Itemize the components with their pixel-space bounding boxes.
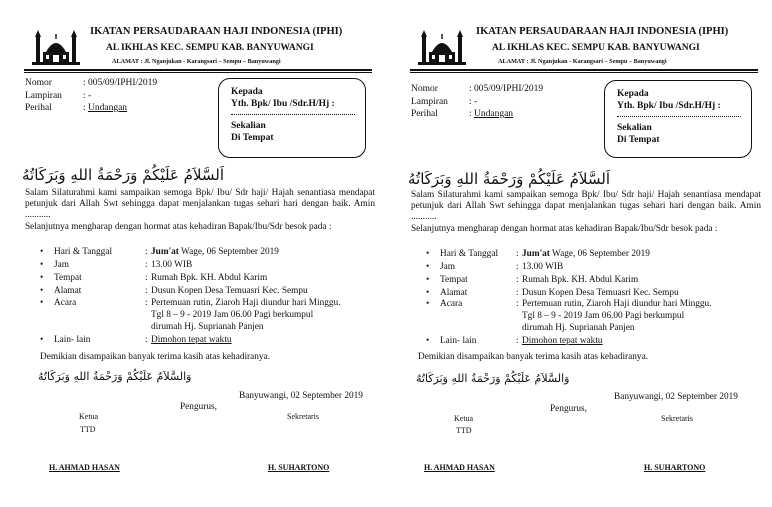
salam-closing: وَالسَّلاَمُ عَلَيْكُمْ وَرَحْمَةُ اللهِ وَبَرَكَاتُهُ	[416, 372, 570, 385]
pengurus-label: Pengurus,	[550, 404, 587, 414]
detail-colon: :	[145, 335, 148, 345]
bullet-dot: •	[40, 247, 44, 257]
header-rule-thick	[24, 69, 372, 71]
ttd-label: TTD	[80, 425, 96, 434]
meta-value-perihal: Undangan	[88, 103, 128, 113]
detail-colon: :	[516, 336, 519, 346]
detail-colon: :	[145, 286, 148, 296]
bullet-dot: •	[40, 286, 44, 296]
request-paragraph: Selanjutnya mengharap dengan hormat atas kehadiran Bapak/Ibu/Sdr besok pada :	[411, 224, 718, 234]
meta-label-nomor: Nomor	[25, 78, 52, 88]
recipient-sekalian: Sekalian	[231, 121, 266, 131]
salam-closing: وَالسَّلاَمُ عَلَيْكُمْ وَرَحْمَةُ اللهِ وَبَرَكَاتُهُ	[38, 370, 192, 383]
ketua-label: Ketua	[454, 414, 474, 423]
meta-label-lampiran: Lampiran	[411, 97, 448, 107]
bullet-dot: •	[426, 336, 430, 346]
detail-value-tempat: Rumah Bpk. KH. Abdul Karim	[151, 273, 268, 283]
detail-label-hari: Hari & Tanggal	[440, 249, 499, 259]
detail-value-hari-text: Wage, 06 September 2019	[549, 249, 650, 259]
recipient-di-tempat: Di Tempat	[231, 133, 274, 143]
detail-value-tempat: Rumah Bpk. KH. Abdul Karim	[522, 275, 639, 285]
meta-colon-perihal: :	[83, 103, 86, 113]
detail-value-jam: 13.00 WIB	[522, 262, 564, 272]
detail-acara-line2: Tgl 8 – 9 - 2019 Jam 06.00 Pagi berkumpul	[151, 310, 314, 320]
detail-acara-line3: dirumah Hj. Suprianah Panjen	[522, 323, 635, 333]
mosque-logo-icon	[418, 28, 466, 68]
detail-value-hari	[522, 249, 650, 259]
detail-colon: :	[516, 275, 519, 285]
signatory-ketua-name: H. AHMAD HASAN	[49, 463, 120, 472]
closing-text: Demikian disampaikan banyak terima kasih atas kehadiranya.	[40, 352, 271, 362]
branch-name: AL IKHLAS KEC. SEMPU KAB. BANYUWANGI	[492, 43, 700, 53]
meta-colon-perihal: :	[469, 109, 472, 119]
detail-value-alamat: Dusun Kopen Desa Temuasri Kec. Sempu	[522, 288, 679, 298]
recipient-yth: Yth. Bpk/ Ibu /Sdr.H/Hj :	[231, 99, 335, 109]
org-address: ALAMAT : Jl. Nganjukan - Karangsari – Sempu – Banyuwangi	[112, 58, 281, 65]
detail-label-jam: Jam	[440, 262, 455, 272]
detail-acara-line2: Tgl 8 – 9 - 2019 Jam 06.00 Pagi berkumpul	[522, 311, 685, 321]
detail-colon: :	[145, 260, 148, 270]
detail-label-lain: Lain- lain	[440, 336, 477, 346]
signatory-ketua-name: H. AHMAD HASAN	[424, 463, 495, 472]
detail-colon: :	[516, 249, 519, 259]
signatory-sekretaris-name: H. SUHARTONO	[268, 463, 330, 472]
recipient-kepada: Kepada	[231, 87, 263, 97]
detail-colon: :	[145, 273, 148, 283]
detail-value-hari-bold: Jum'at	[522, 249, 550, 259]
ttd-label: TTD	[456, 426, 472, 435]
greeting-paragraph: Salam Silaturahmi kami sampaikan semoga Bpk/ Ibu/ Sdr haji/ Hajah senantiasa mendapat petunjuk dari Allah Swt sehingga dapat menjalankan tugas sehari hari dengan baik. Amin ...........	[411, 190, 761, 222]
detail-label-alamat: Alamat	[440, 288, 468, 298]
detail-colon: :	[145, 247, 148, 257]
bullet-dot: •	[426, 249, 430, 259]
detail-value-lain: Dimohon tepat waktu	[522, 336, 603, 346]
org-address: ALAMAT : Jl. Nganjukan - Karangsari – Sempu – Banyuwangi	[498, 58, 667, 65]
salam-opening: اَلسَّلاَمُ عَلَيْكُمْ وَرَحْمَةُ اللهِ وَبَرَكَاتُهُ	[22, 166, 224, 184]
branch-name: AL IKHLAS KEC. SEMPU KAB. BANYUWANGI	[106, 43, 314, 53]
detail-colon: :	[516, 288, 519, 298]
meta-value-nomor: : 005/09/IPHI/2019	[469, 84, 544, 94]
detail-label-tempat: Tempat	[54, 273, 82, 283]
greeting-paragraph: Salam Silaturahmi kami sampaikan semoga Bpk/ Ibu/ Sdr haji/ Hajah senantiasa mendapat petunjuk dari Allah Swt sehingga dapat menjalankan tugas sehari hari dengan baik. Amin ...........	[25, 188, 375, 220]
signatory-sekretaris-name: H. SUHARTONO	[644, 463, 706, 472]
bullet-dot: •	[40, 260, 44, 270]
recipient-box	[218, 78, 366, 158]
meta-value-lampiran: : -	[469, 97, 478, 107]
meta-label-nomor: Nomor	[411, 84, 438, 94]
detail-value-hari-text: Wage, 06 September 2019	[178, 247, 279, 257]
detail-colon: :	[145, 298, 148, 308]
request-paragraph: Selanjutnya mengharap dengan hormat atas kehadiran Bapak/Ibu/Sdr besok pada :	[25, 222, 332, 232]
recipient-kepada: Kepada	[617, 89, 649, 99]
header-rule-thick	[410, 69, 758, 71]
closing-text: Demikian disampaikan banyak terima kasih atas kehadiranya.	[418, 352, 649, 362]
detail-value-acara: Pertemuan rutin, Ziaroh Haji diundur hari Minggu.	[522, 299, 712, 309]
bullet-dot: •	[40, 273, 44, 283]
recipient-dotted-line	[617, 116, 741, 117]
detail-value-jam: 13.00 WIB	[151, 260, 193, 270]
detail-value-hari	[151, 247, 279, 257]
header-rule-thin	[410, 72, 758, 73]
detail-value-acara: Pertemuan rutin, Ziaroh Haji diundur hari Minggu.	[151, 298, 341, 308]
detail-value-hari-bold: Jum'at	[151, 247, 179, 257]
place-date: Banyuwangi, 02 September 2019	[239, 391, 363, 401]
sekretaris-label: Sekretaris	[661, 414, 693, 423]
place-date: Banyuwangi, 02 September 2019	[614, 392, 738, 402]
detail-value-alamat: Dusun Kopen Desa Temuasri Kec. Sempu	[151, 286, 308, 296]
meta-label-perihal: Perihal	[411, 109, 438, 119]
bullet-dot: •	[426, 288, 430, 298]
meta-value-lampiran: : -	[83, 91, 92, 101]
detail-colon: :	[516, 262, 519, 272]
sekretaris-label: Sekretaris	[287, 412, 319, 421]
mosque-logo-icon	[32, 28, 80, 68]
detail-label-acara: Acara	[440, 299, 463, 309]
detail-label-alamat: Alamat	[54, 286, 82, 296]
org-name: IKATAN PERSAUDARAAN HAJI INDONESIA (IPHI)	[90, 26, 343, 37]
recipient-di-tempat: Di Tempat	[617, 135, 660, 145]
org-name: IKATAN PERSAUDARAAN HAJI INDONESIA (IPHI)	[476, 26, 729, 37]
recipient-dotted-line	[231, 114, 355, 115]
bullet-dot: •	[40, 298, 44, 308]
recipient-yth: Yth. Bpk/ Ibu /Sdr.H/Hj :	[617, 101, 721, 111]
recipient-box	[604, 80, 752, 158]
detail-label-jam: Jam	[54, 260, 69, 270]
recipient-sekalian: Sekalian	[617, 123, 652, 133]
bullet-dot: •	[426, 262, 430, 272]
detail-value-lain: Dimohon tepat waktu	[151, 335, 232, 345]
meta-value-nomor: : 005/09/IPHI/2019	[83, 78, 158, 88]
ketua-label: Ketua	[79, 412, 99, 421]
detail-colon: :	[516, 299, 519, 309]
detail-label-acara: Acara	[54, 298, 77, 308]
header-rule-thin	[24, 72, 372, 73]
invitation-letter-right	[386, 0, 772, 507]
meta-value-perihal: Undangan	[474, 109, 514, 119]
detail-label-hari: Hari & Tanggal	[54, 247, 113, 257]
detail-label-tempat: Tempat	[440, 275, 468, 285]
bullet-dot: •	[426, 299, 430, 309]
meta-label-lampiran: Lampiran	[25, 91, 62, 101]
detail-label-lain: Lain- lain	[54, 335, 91, 345]
bullet-dot: •	[426, 275, 430, 285]
bullet-dot: •	[40, 335, 44, 345]
pengurus-label: Pengurus,	[180, 402, 217, 412]
detail-acara-line3: dirumah Hj. Suprianah Panjen	[151, 322, 264, 332]
meta-label-perihal: Perihal	[25, 103, 52, 113]
salam-opening: اَلسَّلاَمُ عَلَيْكُمْ وَرَحْمَةُ اللهِ وَبَرَكَاتُهُ	[408, 170, 610, 188]
